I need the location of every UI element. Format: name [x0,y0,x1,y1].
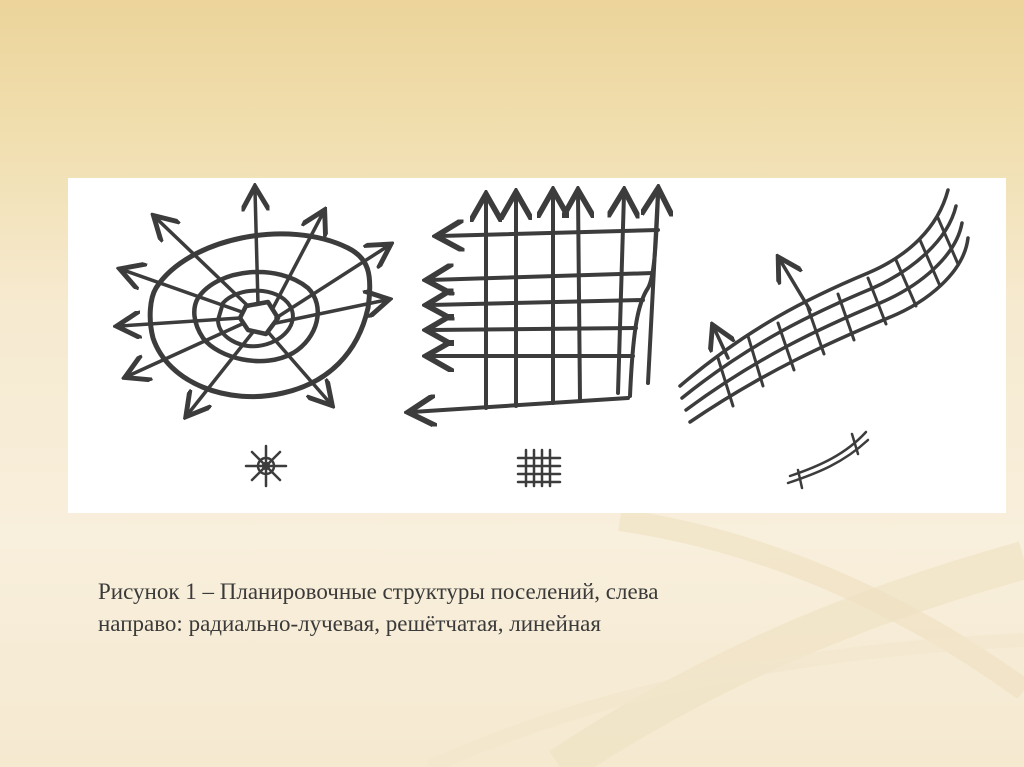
figure-panel [68,178,1006,513]
caption-line-2: направо: радиально-лучевая, решётчатая, линейная [98,611,601,636]
linear-diagram [680,190,968,488]
caption-line-1: Рисунок 1 – Планировочные структуры поселений, слева [98,579,659,604]
figure-caption [98,576,898,640]
radial-ray-diagram [120,190,388,486]
grid-diagram [412,192,658,486]
settlement-structures-figure [68,178,1006,513]
